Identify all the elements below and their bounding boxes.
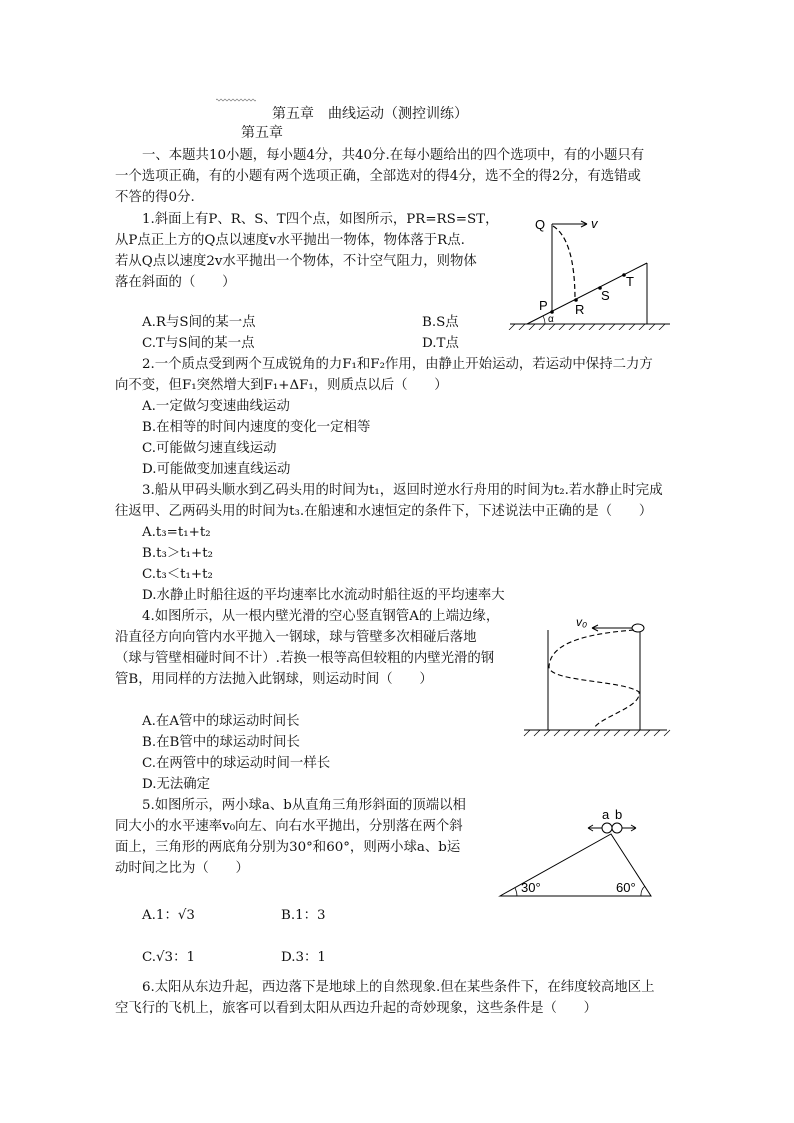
question-5-line: 动时间之比为（ ） <box>115 861 249 876</box>
question-4-option-d[interactable]: D.无法确定 <box>142 777 211 792</box>
question-4-figure <box>522 612 672 742</box>
fig1-label-v: v <box>591 216 598 231</box>
question-3-option-d[interactable]: D.水静止时船往返的平均速率比水流动时船往返的平均速率大 <box>142 588 505 603</box>
question-5-line: 同大小的水平速率v₀向左、向右水平抛出，分别落在两个斜 <box>115 819 463 834</box>
fig5-label-30: 30° <box>521 880 541 895</box>
question-2-line: 向不变，但F₁突然增大到F₁+ΔF₁，则质点以后（ ） <box>115 378 448 393</box>
question-1-option-c[interactable]: C.T与S间的某一点 <box>142 336 255 351</box>
chapter-subtitle: 第五章 <box>241 125 283 141</box>
question-2-option-b[interactable]: B.在相等的时间内速度的变化一定相等 <box>142 420 371 435</box>
question-3-option-a[interactable]: A.t₃=t₁+t₂ <box>142 525 211 540</box>
question-4-option-b[interactable]: B.在B管中的球运动时间长 <box>142 735 300 750</box>
question-4-option-a[interactable]: A.在A管中的球运动时间长 <box>142 714 300 729</box>
title-decoration <box>216 98 256 102</box>
question-3-line: 往返甲、乙两码头用的时间为t₃.在船速和水速恒定的条件下，下述说法中正确的是（ ） <box>115 504 653 519</box>
question-2-option-d[interactable]: D.可能做变加速直线运动 <box>142 462 291 477</box>
question-4-line: 4.如图所示，从一根内壁光滑的空心竖直钢管A的上端边缘， <box>142 609 500 624</box>
question-5-option-a[interactable]: A.1：√3 <box>142 908 195 923</box>
question-3-line: 3.船从甲码头顺水到乙码头用的时间为t₁，返回时逆水行舟用的时间为t₂.若水静止时完成 <box>142 483 663 498</box>
question-1-option-a[interactable]: A.R与S间的某一点 <box>142 315 256 330</box>
fig1-label-q: Q <box>535 217 546 232</box>
fig1-label-s: S <box>601 288 610 303</box>
fig1-label-t: T <box>626 274 634 289</box>
question-6-line: 6.太阳从东边升起，西边落下是地球上的自然现象.但在某些条件下，在纬度较高地区上 <box>142 980 655 995</box>
fig1-label-r: R <box>575 302 585 317</box>
question-2-option-a[interactable]: A.一定做匀变速曲线运动 <box>142 399 290 414</box>
question-1-line: 落在斜面的（ ） <box>115 275 236 290</box>
fig5-label-a: a <box>602 807 610 822</box>
question-5-option-b[interactable]: B.1：3 <box>281 908 326 923</box>
question-5-line: 5.如图所示，两小球a、b从直角三角形斜面的顶端以相 <box>142 798 466 813</box>
question-1-option-b[interactable]: B.S点 <box>422 315 459 330</box>
fig1-label-p: P <box>539 298 548 313</box>
fig5-label-60: 60° <box>616 880 636 895</box>
question-5-line: 面上，三角形的两底角分别为30°和60°，则两小球a、b运 <box>115 840 461 855</box>
instructions-line: 一个选项正确，有的小题有两个选项正确，全部选对的得4分，选不全的得2分，有选错或 <box>115 169 641 184</box>
question-5-figure <box>495 804 665 904</box>
fig4-label-v0: v₀ <box>576 615 588 629</box>
question-1-line: 从P点正上方的Q点以速度v水平抛出一物体，物体落于R点. <box>115 233 465 248</box>
question-1-line: 1.斜面上有P、R、S、T四个点，如图所示，PR=RS=ST， <box>142 212 499 227</box>
question-1-line: 若从Q点以速度2v水平抛出一个物体，不计空气阻力，则物体 <box>115 254 477 269</box>
fig5-label-b: b <box>615 807 623 822</box>
question-4-option-c[interactable]: C.在两管中的球运动时间一样长 <box>142 756 331 771</box>
question-2-option-c[interactable]: C.可能做匀速直线运动 <box>142 441 277 456</box>
question-4-line: 沿直径方向向管内水平抛入一钢球，球与管壁多次相碰后落地 <box>115 630 477 645</box>
question-3-option-c[interactable]: C.t₃＜t₁+t₂ <box>142 567 213 582</box>
page-title: 第五章 曲线运动（测控训练） <box>272 106 468 122</box>
fig1-label-alpha: α <box>548 314 554 325</box>
question-4-line: 管B，用同样的方法抛入此钢球，则运动时间（ ） <box>115 672 433 687</box>
question-6-line: 空飞行的飞机上，旅客可以看到太阳从西边升起的奇妙现象，这些条件是（ ） <box>115 1001 598 1016</box>
question-5-option-c[interactable]: C.√3：1 <box>142 950 195 965</box>
question-5-option-d[interactable]: D.3：1 <box>281 950 326 965</box>
question-4-line: （球与管壁相碰时间不计）.若换一根等高但较粗的内壁光滑的钢 <box>115 651 495 666</box>
instructions-line: 一、本题共10小题，每小题4分，共40分.在每小题给出的四个选项中，有的小题只有 <box>142 148 645 163</box>
question-1-figure <box>505 210 675 330</box>
question-2-line: 2.一个质点受到两个互成锐角的力F₁和F₂作用，由静止开始运动，若运动中保持二力方 <box>142 357 653 372</box>
instructions-line: 不答的得0分. <box>115 190 195 205</box>
question-3-option-b[interactable]: B.t₃＞t₁+t₂ <box>142 546 213 561</box>
question-1-option-d[interactable]: D.T点 <box>422 336 459 351</box>
